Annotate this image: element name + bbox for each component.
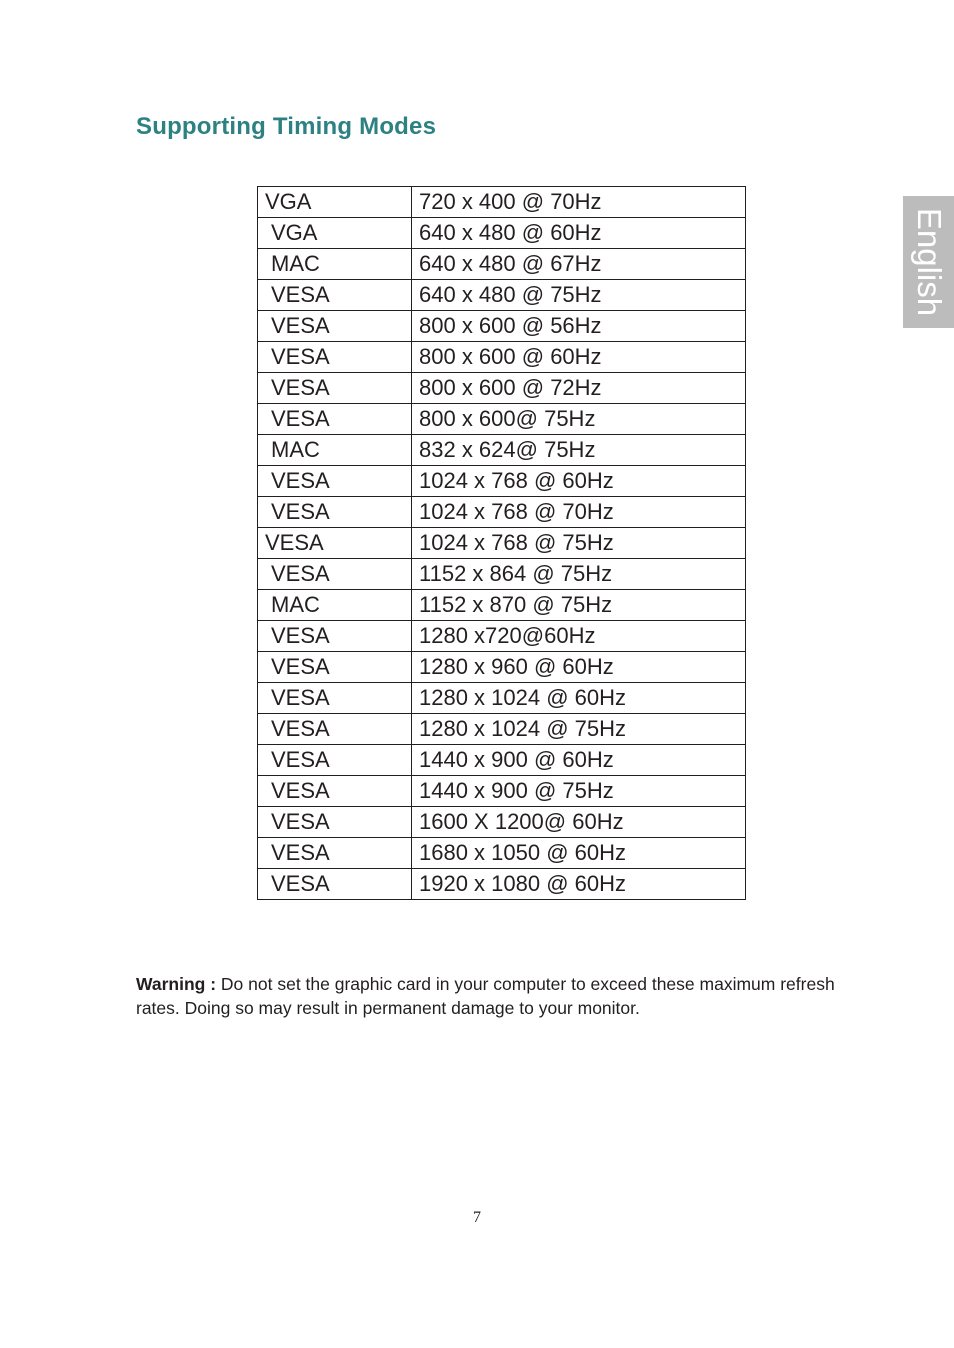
table-row bbox=[258, 590, 746, 621]
table-row bbox=[258, 187, 746, 218]
resolution-cell: 800 x 600 @ 60Hz bbox=[412, 342, 746, 373]
standard-cell: MAC bbox=[258, 249, 412, 280]
standard-cell: VGA bbox=[258, 187, 412, 218]
standard-cell: VESA bbox=[258, 528, 412, 559]
timing-modes-table bbox=[257, 186, 746, 900]
standard-cell: VESA bbox=[258, 652, 412, 683]
resolution-cell: 720 x 400 @ 70Hz bbox=[412, 187, 746, 218]
table-row bbox=[258, 838, 746, 869]
table-row bbox=[258, 280, 746, 311]
page-number: 7 bbox=[473, 1209, 481, 1226]
warning-text: Do not set the graphic card in your computer to exceed these maximum refresh rates. Doing so may result in permanent damage to your monitor. bbox=[136, 974, 835, 1018]
standard-cell: VESA bbox=[258, 497, 412, 528]
table-row bbox=[258, 714, 746, 745]
warning-note bbox=[136, 972, 836, 1020]
resolution-cell: 1152 x 870 @ 75Hz bbox=[412, 590, 746, 621]
resolution-cell: 800 x 600@ 75Hz bbox=[412, 404, 746, 435]
table-row bbox=[258, 342, 746, 373]
standard-cell: VESA bbox=[258, 869, 412, 900]
resolution-cell: 640 x 480 @ 60Hz bbox=[412, 218, 746, 249]
warning-label: Warning : bbox=[136, 974, 217, 994]
resolution-cell: 1440 x 900 @ 60Hz bbox=[412, 745, 746, 776]
standard-cell: VESA bbox=[258, 838, 412, 869]
table-row bbox=[258, 528, 746, 559]
page-title: Supporting Timing Modes bbox=[136, 113, 437, 140]
standard-cell: VESA bbox=[258, 807, 412, 838]
resolution-cell: 1280 x720@60Hz bbox=[412, 621, 746, 652]
language-tab-label: English bbox=[910, 207, 948, 317]
resolution-cell: 640 x 480 @ 75Hz bbox=[412, 280, 746, 311]
standard-cell: VESA bbox=[258, 404, 412, 435]
standard-cell: VESA bbox=[258, 745, 412, 776]
resolution-cell: 1920 x 1080 @ 60Hz bbox=[412, 869, 746, 900]
resolution-cell: 1680 x 1050 @ 60Hz bbox=[412, 838, 746, 869]
table-row bbox=[258, 559, 746, 590]
standard-cell: VESA bbox=[258, 311, 412, 342]
standard-cell: VESA bbox=[258, 714, 412, 745]
table-row bbox=[258, 497, 746, 528]
table-row bbox=[258, 869, 746, 900]
resolution-cell: 640 x 480 @ 67Hz bbox=[412, 249, 746, 280]
table-row bbox=[258, 776, 746, 807]
resolution-cell: 1280 x 1024 @ 75Hz bbox=[412, 714, 746, 745]
resolution-cell: 1440 x 900 @ 75Hz bbox=[412, 776, 746, 807]
resolution-cell: 800 x 600 @ 56Hz bbox=[412, 311, 746, 342]
language-tab bbox=[903, 196, 954, 328]
resolution-cell: 1600 X 1200@ 60Hz bbox=[412, 807, 746, 838]
resolution-cell: 832 x 624@ 75Hz bbox=[412, 435, 746, 466]
resolution-cell: 1024 x 768 @ 60Hz bbox=[412, 466, 746, 497]
standard-cell: VESA bbox=[258, 776, 412, 807]
table-row bbox=[258, 435, 746, 466]
standard-cell: VESA bbox=[258, 373, 412, 404]
standard-cell: VESA bbox=[258, 683, 412, 714]
resolution-cell: 1280 x 960 @ 60Hz bbox=[412, 652, 746, 683]
standard-cell: MAC bbox=[258, 590, 412, 621]
table-row bbox=[258, 249, 746, 280]
standard-cell: VESA bbox=[258, 342, 412, 373]
standard-cell: VESA bbox=[258, 280, 412, 311]
standard-cell: VGA bbox=[258, 218, 412, 249]
resolution-cell: 1024 x 768 @ 75Hz bbox=[412, 528, 746, 559]
table-row bbox=[258, 652, 746, 683]
resolution-cell: 1152 x 864 @ 75Hz bbox=[412, 559, 746, 590]
table-row bbox=[258, 807, 746, 838]
table-row bbox=[258, 621, 746, 652]
resolution-cell: 1280 x 1024 @ 60Hz bbox=[412, 683, 746, 714]
table-row bbox=[258, 311, 746, 342]
table-row bbox=[258, 745, 746, 776]
resolution-cell: 800 x 600 @ 72Hz bbox=[412, 373, 746, 404]
standard-cell: VESA bbox=[258, 559, 412, 590]
resolution-cell: 1024 x 768 @ 70Hz bbox=[412, 497, 746, 528]
standard-cell: VESA bbox=[258, 621, 412, 652]
table-row bbox=[258, 466, 746, 497]
standard-cell: VESA bbox=[258, 466, 412, 497]
standard-cell: MAC bbox=[258, 435, 412, 466]
table-row bbox=[258, 404, 746, 435]
table-row bbox=[258, 218, 746, 249]
table-row bbox=[258, 683, 746, 714]
table-row bbox=[258, 373, 746, 404]
